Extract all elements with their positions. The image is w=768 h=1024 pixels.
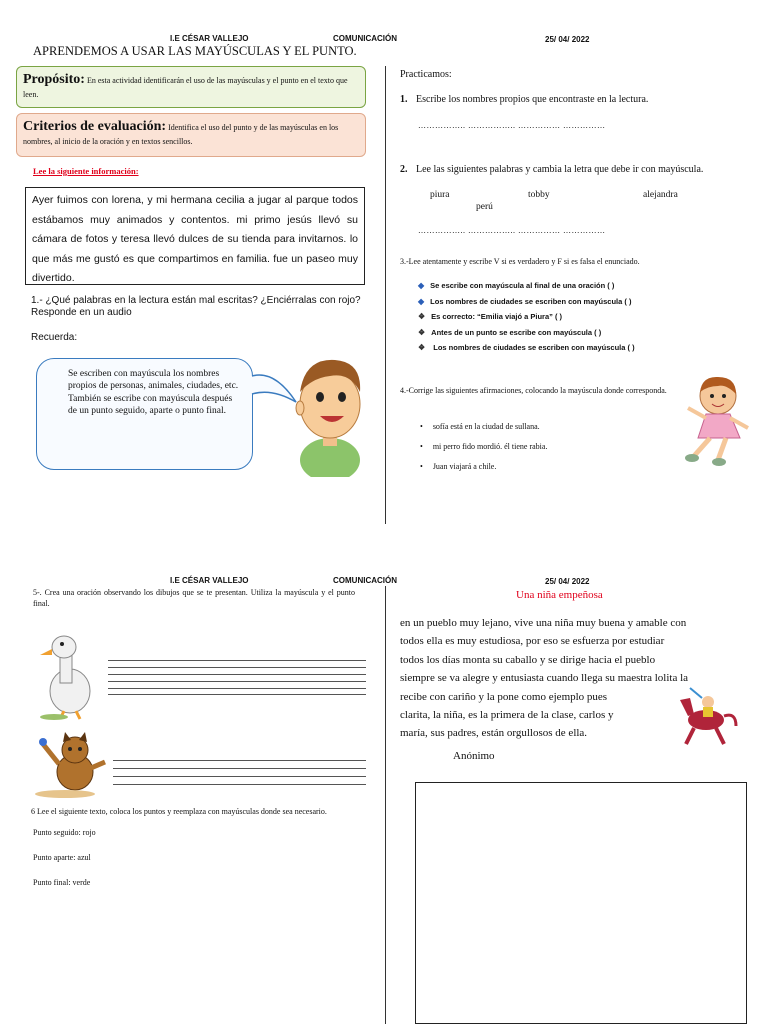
pq2	[400, 164, 703, 175]
recuerda-label: Recuerda:	[31, 332, 78, 343]
story-line: recibe con cariño y la pone como ejemplo pues	[400, 690, 608, 703]
pq3-item: ❖ Los nombres de ciudades se escriben con mayúscula ( )	[418, 343, 635, 352]
bullet-dot-icon: •	[420, 442, 423, 451]
story-line: clarita, la niña, es la primera de la clase, carlos y	[400, 709, 614, 722]
boy-illustration	[290, 352, 370, 477]
pq2-number: 2.	[400, 164, 408, 175]
pq3-title: 3.-Lee atentamente y escribe V si es verdadero y F si es falsa el enunciado.	[400, 257, 640, 266]
pq4-item: • mi perro fido mordió. él tiene rabia.	[420, 442, 548, 451]
story-line: siempre se va alegre y entusiasta cuando llega su maestra lolita la	[400, 672, 689, 685]
reading-box: Ayer fuimos con lorena, y mi hermana cecilia a jugar al parque todos estábamos muy animados y contentos. mi primo jesús llevó su cámara de fotos y teresa llevó dulces de su tienda para invitarnos. lo que más me gustó es que compartimos en familia. fue un paseo muy divertido.	[25, 187, 365, 285]
pq4-list	[420, 417, 547, 477]
column-divider	[385, 66, 386, 524]
pq1	[400, 94, 648, 105]
school-name: I.E CÉSAR VALLEJO	[170, 34, 249, 43]
punto-seguido: Punto seguido: rojo	[33, 828, 96, 837]
word-alejandra: alejandra	[643, 190, 678, 200]
pq3-item: ◆ Se escribe con mayúscula al final de una oración ( )	[418, 281, 615, 290]
subject: COMUNICACIÓN	[333, 34, 397, 43]
diamond-bullet-icon: ❖	[418, 312, 426, 321]
horse-illustration	[676, 686, 740, 748]
lee-info-heading: Lee la siguiente información:	[33, 166, 139, 176]
story-line: todos ella es muy estudiosa, por eso se esfuerza por estudiar	[400, 635, 665, 648]
pq3-list	[418, 278, 635, 356]
proposito-label: Propósito:	[23, 72, 85, 87]
diamond-bullet-icon: ❖	[418, 327, 426, 337]
pq4-title: 4.-Corrige las siguientes afirmaciones, colocando la mayúscula donde corresponda.	[400, 386, 667, 395]
pq3-item: ❖ Antes de un punto se escribe con mayúscula ( )	[418, 327, 602, 337]
question-1: 1.- ¿Qué palabras en la lectura están mal escritas? ¿Enciérralas con rojo? Responde en un audio	[31, 295, 361, 318]
practicamos-label: Practicamos:	[400, 69, 452, 80]
word-peru: perú	[476, 202, 493, 212]
page-title: APRENDEMOS A USAR LAS MAYÚSCULAS Y EL PUNTO.	[33, 44, 357, 58]
diamond-bullet-icon: ◆	[418, 296, 425, 306]
bullet-dot-icon: •	[420, 462, 423, 471]
column-divider-2	[385, 586, 386, 1024]
word-piura: piura	[430, 190, 450, 200]
question-5: 5-. Crea una oración observando los dibujos que se te presentan. Utiliza la mayúscula y el punto final.	[33, 588, 355, 608]
pq3-item: ◆ Los nombres de ciudades se escriben con mayúscula ( )	[418, 296, 632, 306]
pq1-number: 1.	[400, 94, 408, 105]
diamond-bullet-icon: ◆	[418, 281, 425, 290]
cat-illustration	[35, 732, 111, 798]
pq4-item: • sofía está en la ciudad de sullana.	[420, 422, 540, 431]
subject-2: COMUNICACIÓN	[333, 576, 397, 585]
proposito-box	[16, 66, 366, 108]
question-6-title: 6 Lee el siguiente texto, coloca los puntos y reemplaza con mayúsculas donde sea necesario.	[31, 807, 327, 816]
story-line: en un pueblo muy lejano, vive una niña muy buena y amable con	[400, 617, 687, 629]
word-tobby: tobby	[528, 190, 550, 200]
goose-illustration	[34, 633, 100, 721]
criterios-box	[16, 113, 366, 157]
story-line: todos los días monta su caballo y se dirige hacia el pueblo	[400, 653, 656, 666]
date: 25/ 04/ 2022	[545, 35, 590, 44]
story-line: maría, sus padres, están orgullosos de ella.	[400, 727, 588, 740]
answer-dots-1: …………….. …………….. …………… ……………	[418, 121, 606, 130]
punto-final: Punto final: verde	[33, 878, 91, 887]
school-name-2: I.E CÉSAR VALLEJO	[170, 576, 249, 585]
pq3-item: ❖ Es correcto: “Emilia viajó a Piura” ( )	[418, 312, 563, 321]
punto-aparte: Punto aparte: azul	[33, 853, 91, 862]
bubble-text: Se escriben con mayúscula los nombres propios de personas, animales, ciudades, etc. También se escribe con mayúscula después de un punto seguido, aparte o punto final.	[68, 369, 239, 417]
pq1-text: Escribe los nombres propios que encontraste en la lectura.	[416, 94, 649, 105]
criterios-text: Identifica el uso del punto y de las mayúsculas en los nombres, al inicio de la oración y en textos sencillos.	[23, 123, 339, 146]
answer-dots-2: …………….. …………….. …………… ……………	[418, 226, 606, 235]
diamond-bullet-icon: ❖	[418, 343, 426, 352]
proposito-text: En esta actividad identificarán el uso de las mayúsculas y el punto en el texto que leen.	[23, 76, 348, 99]
girl-illustration	[682, 372, 756, 468]
bullet-dot-icon: •	[420, 422, 423, 431]
drawing-answer-box[interactable]	[415, 782, 747, 1024]
pq4-item: • Juan viajará a chile.	[420, 462, 497, 471]
criterios-label: Criterios de evaluación:	[23, 119, 167, 134]
pq2-text: Lee las siguientes palabras y cambia la letra que debe ir con mayúscula.	[416, 164, 704, 175]
date-2: 25/ 04/ 2022	[545, 577, 590, 586]
story-author: Anónimo	[453, 750, 495, 762]
story-title: Una niña empeñosa	[516, 589, 603, 601]
